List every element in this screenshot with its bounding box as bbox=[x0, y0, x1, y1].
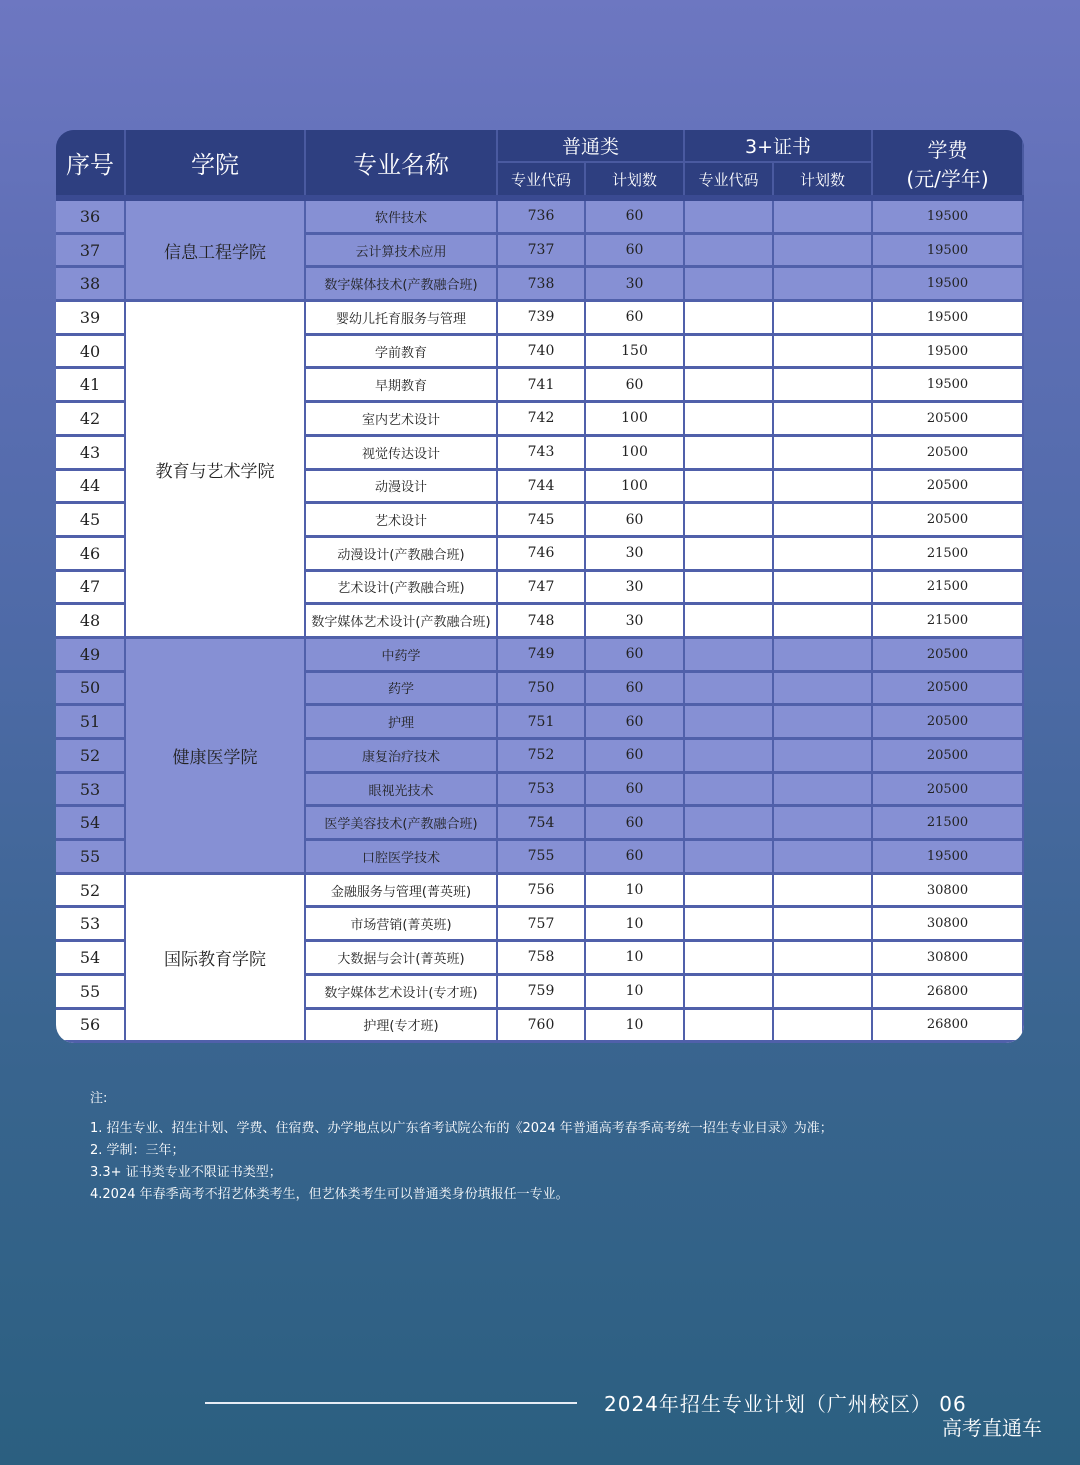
table-row bbox=[56, 639, 1024, 673]
tuition-fee: 21500 bbox=[873, 605, 1024, 639]
cert-plan bbox=[774, 807, 873, 841]
header-cert: 3+证书 bbox=[685, 130, 873, 163]
plan-count: 60 bbox=[586, 841, 685, 875]
cert-plan bbox=[774, 976, 873, 1010]
cert-code bbox=[685, 942, 774, 976]
tuition-fee: 21500 bbox=[873, 572, 1024, 606]
major-name: 中药学 bbox=[306, 639, 498, 673]
note-item: 2. 学制：三年； bbox=[90, 1143, 185, 1158]
plan-count: 30 bbox=[586, 605, 685, 639]
major-name: 室内艺术设计 bbox=[306, 403, 498, 437]
tuition-fee: 19500 bbox=[873, 369, 1024, 403]
table-row bbox=[56, 875, 1024, 909]
major-name: 婴幼儿托育服务与管理 bbox=[306, 302, 498, 336]
note-item: 4.2024 年春季高考不招艺体类考生，但艺体类考生可以普通类身份填报任一专业。 bbox=[90, 1187, 569, 1202]
row-seq: 46 bbox=[56, 538, 126, 572]
cert-plan bbox=[774, 673, 873, 707]
plan-count: 60 bbox=[586, 504, 685, 538]
cert-code bbox=[685, 807, 774, 841]
major-name: 艺术设计(产教融合班) bbox=[306, 572, 498, 606]
tuition-fee: 19500 bbox=[873, 302, 1024, 336]
plan-count: 60 bbox=[586, 235, 685, 269]
plan-count: 60 bbox=[586, 302, 685, 336]
plan-count: 100 bbox=[586, 471, 685, 505]
table-row bbox=[56, 201, 1024, 235]
plan-count: 10 bbox=[586, 1010, 685, 1044]
header-cert-code: 专业代码 bbox=[685, 163, 774, 195]
tuition-fee: 21500 bbox=[873, 538, 1024, 572]
major-code: 746 bbox=[498, 538, 586, 572]
header-code: 专业代码 bbox=[498, 163, 586, 195]
row-seq: 54 bbox=[56, 807, 126, 841]
cert-plan bbox=[774, 639, 873, 673]
college-name: 教育与艺术学院 bbox=[126, 302, 306, 639]
tuition-fee: 20500 bbox=[873, 740, 1024, 774]
plan-count: 60 bbox=[586, 740, 685, 774]
cert-code bbox=[685, 875, 774, 909]
cert-code bbox=[685, 504, 774, 538]
cert-code bbox=[685, 605, 774, 639]
cert-plan bbox=[774, 572, 873, 606]
cert-code bbox=[685, 841, 774, 875]
major-code: 754 bbox=[498, 807, 586, 841]
tuition-fee: 30800 bbox=[873, 908, 1024, 942]
plan-count: 10 bbox=[586, 976, 685, 1010]
cert-code bbox=[685, 336, 774, 370]
row-seq: 45 bbox=[56, 504, 126, 538]
major-code: 737 bbox=[498, 235, 586, 269]
cert-plan bbox=[774, 504, 873, 538]
cert-plan bbox=[774, 268, 873, 302]
plan-count: 10 bbox=[586, 875, 685, 909]
major-code: 751 bbox=[498, 706, 586, 740]
cert-plan bbox=[774, 471, 873, 505]
cert-code bbox=[685, 706, 774, 740]
table-row bbox=[56, 302, 1024, 336]
cert-plan bbox=[774, 740, 873, 774]
tuition-fee: 19500 bbox=[873, 268, 1024, 302]
cert-code bbox=[685, 538, 774, 572]
cert-code bbox=[685, 1010, 774, 1044]
row-seq: 36 bbox=[56, 201, 126, 235]
row-seq: 37 bbox=[56, 235, 126, 269]
cert-plan bbox=[774, 774, 873, 808]
major-code: 753 bbox=[498, 774, 586, 808]
cert-plan bbox=[774, 403, 873, 437]
major-name: 大数据与会计(菁英班) bbox=[306, 942, 498, 976]
major-name: 眼视光技术 bbox=[306, 774, 498, 808]
major-code: 755 bbox=[498, 841, 586, 875]
major-code: 742 bbox=[498, 403, 586, 437]
major-name: 康复治疗技术 bbox=[306, 740, 498, 774]
major-code: 740 bbox=[498, 336, 586, 370]
major-code: 760 bbox=[498, 1010, 586, 1044]
tuition-fee: 20500 bbox=[873, 504, 1024, 538]
major-name: 药学 bbox=[306, 673, 498, 707]
plan-count: 100 bbox=[586, 437, 685, 471]
major-name: 口腔医学技术 bbox=[306, 841, 498, 875]
notes-title: 注: bbox=[90, 1091, 108, 1106]
row-seq: 50 bbox=[56, 673, 126, 707]
plan-count: 30 bbox=[586, 268, 685, 302]
row-seq: 42 bbox=[56, 403, 126, 437]
major-code: 752 bbox=[498, 740, 586, 774]
cert-plan bbox=[774, 706, 873, 740]
major-code: 745 bbox=[498, 504, 586, 538]
cert-plan bbox=[774, 841, 873, 875]
major-name: 金融服务与管理(菁英班) bbox=[306, 875, 498, 909]
cert-plan bbox=[774, 605, 873, 639]
tuition-fee: 20500 bbox=[873, 706, 1024, 740]
major-code: 759 bbox=[498, 976, 586, 1010]
plan-count: 60 bbox=[586, 201, 685, 235]
major-code: 758 bbox=[498, 942, 586, 976]
college-name: 健康医学院 bbox=[126, 639, 306, 875]
plan-count: 10 bbox=[586, 942, 685, 976]
note-item: 1. 招生专业、招生计划、学费、住宿费、办学地点以广东省考试院公布的《2024 年普通高考春季高考统一招生专业目录》为准； bbox=[90, 1121, 833, 1136]
major-code: 739 bbox=[498, 302, 586, 336]
major-name: 市场营销(菁英班) bbox=[306, 908, 498, 942]
tuition-fee: 19500 bbox=[873, 201, 1024, 235]
row-seq: 51 bbox=[56, 706, 126, 740]
major-code: 749 bbox=[498, 639, 586, 673]
cert-plan bbox=[774, 538, 873, 572]
row-seq: 56 bbox=[56, 1010, 126, 1044]
cert-code bbox=[685, 774, 774, 808]
tuition-fee: 20500 bbox=[873, 639, 1024, 673]
cert-plan bbox=[774, 369, 873, 403]
plan-count: 150 bbox=[586, 336, 685, 370]
cert-code bbox=[685, 403, 774, 437]
watermark: 高考直通车 bbox=[942, 1416, 1042, 1440]
major-code: 736 bbox=[498, 201, 586, 235]
major-name: 动漫设计(产教融合班) bbox=[306, 538, 498, 572]
major-name: 护理(专才班) bbox=[306, 1010, 498, 1044]
plan-count: 60 bbox=[586, 673, 685, 707]
major-name: 学前教育 bbox=[306, 336, 498, 370]
tuition-fee: 20500 bbox=[873, 673, 1024, 707]
plan-count: 30 bbox=[586, 572, 685, 606]
cert-code bbox=[685, 908, 774, 942]
major-code: 743 bbox=[498, 437, 586, 471]
header-general: 普通类 bbox=[498, 130, 685, 163]
cert-code bbox=[685, 471, 774, 505]
college-name: 国际教育学院 bbox=[126, 875, 306, 1043]
cert-plan bbox=[774, 875, 873, 909]
footer-title: 2024年招生专业计划（广州校区） 06 bbox=[604, 1392, 967, 1416]
major-name: 数字媒体艺术设计(专才班) bbox=[306, 976, 498, 1010]
row-seq: 49 bbox=[56, 639, 126, 673]
cert-plan bbox=[774, 302, 873, 336]
cert-code bbox=[685, 639, 774, 673]
plan-count: 60 bbox=[586, 369, 685, 403]
header-major: 专业名称 bbox=[306, 130, 498, 195]
row-seq: 47 bbox=[56, 572, 126, 606]
cert-code bbox=[685, 437, 774, 471]
header-fee: 学费 (元/学年) bbox=[873, 130, 1024, 195]
major-name: 视觉传达设计 bbox=[306, 437, 498, 471]
tuition-fee: 20500 bbox=[873, 774, 1024, 808]
row-seq: 53 bbox=[56, 908, 126, 942]
major-name: 早期教育 bbox=[306, 369, 498, 403]
plan-count: 30 bbox=[586, 538, 685, 572]
header-plan: 计划数 bbox=[586, 163, 685, 195]
notes bbox=[90, 1088, 833, 1206]
row-seq: 52 bbox=[56, 875, 126, 909]
row-seq: 39 bbox=[56, 302, 126, 336]
major-name: 护理 bbox=[306, 706, 498, 740]
tuition-fee: 20500 bbox=[873, 471, 1024, 505]
row-seq: 55 bbox=[56, 976, 126, 1010]
tuition-fee: 19500 bbox=[873, 235, 1024, 269]
major-code: 750 bbox=[498, 673, 586, 707]
major-code: 741 bbox=[498, 369, 586, 403]
row-seq: 43 bbox=[56, 437, 126, 471]
major-name: 软件技术 bbox=[306, 201, 498, 235]
cert-plan bbox=[774, 336, 873, 370]
cert-code bbox=[685, 976, 774, 1010]
note-item: 3.3+ 证书类专业不限证书类型； bbox=[90, 1165, 282, 1180]
plan-count: 60 bbox=[586, 706, 685, 740]
cert-plan bbox=[774, 235, 873, 269]
tuition-fee: 26800 bbox=[873, 1010, 1024, 1044]
cert-plan bbox=[774, 201, 873, 235]
footer-divider bbox=[205, 1402, 577, 1404]
cert-code bbox=[685, 572, 774, 606]
row-seq: 55 bbox=[56, 841, 126, 875]
plan-count: 10 bbox=[586, 908, 685, 942]
tuition-fee: 30800 bbox=[873, 875, 1024, 909]
header-seq: 序号 bbox=[56, 130, 126, 195]
tuition-fee: 30800 bbox=[873, 942, 1024, 976]
tuition-fee: 26800 bbox=[873, 976, 1024, 1010]
major-name: 数字媒体艺术设计(产教融合班) bbox=[306, 605, 498, 639]
row-seq: 38 bbox=[56, 268, 126, 302]
row-seq: 52 bbox=[56, 740, 126, 774]
row-seq: 48 bbox=[56, 605, 126, 639]
major-code: 744 bbox=[498, 471, 586, 505]
plan-count: 60 bbox=[586, 807, 685, 841]
cert-plan bbox=[774, 908, 873, 942]
header-college: 学院 bbox=[126, 130, 306, 195]
major-name: 云计算技术应用 bbox=[306, 235, 498, 269]
cert-code bbox=[685, 673, 774, 707]
enrollment-table bbox=[56, 130, 1024, 1043]
cert-code bbox=[685, 268, 774, 302]
major-code: 747 bbox=[498, 572, 586, 606]
major-name: 数字媒体技术(产教融合班) bbox=[306, 268, 498, 302]
cert-code bbox=[685, 369, 774, 403]
row-seq: 54 bbox=[56, 942, 126, 976]
cert-plan bbox=[774, 437, 873, 471]
row-seq: 41 bbox=[56, 369, 126, 403]
cert-code bbox=[685, 235, 774, 269]
cert-plan bbox=[774, 942, 873, 976]
major-name: 医学美容技术(产教融合班) bbox=[306, 807, 498, 841]
major-code: 757 bbox=[498, 908, 586, 942]
row-seq: 40 bbox=[56, 336, 126, 370]
tuition-fee: 19500 bbox=[873, 841, 1024, 875]
plan-count: 60 bbox=[586, 639, 685, 673]
row-seq: 44 bbox=[56, 471, 126, 505]
cert-code bbox=[685, 302, 774, 336]
major-code: 738 bbox=[498, 268, 586, 302]
major-code: 748 bbox=[498, 605, 586, 639]
tuition-fee: 20500 bbox=[873, 437, 1024, 471]
header-cert-plan: 计划数 bbox=[774, 163, 873, 195]
cert-code bbox=[685, 201, 774, 235]
tuition-fee: 21500 bbox=[873, 807, 1024, 841]
major-name: 艺术设计 bbox=[306, 504, 498, 538]
major-name: 动漫设计 bbox=[306, 471, 498, 505]
tuition-fee: 19500 bbox=[873, 336, 1024, 370]
college-name: 信息工程学院 bbox=[126, 201, 306, 302]
plan-count: 100 bbox=[586, 403, 685, 437]
cert-plan bbox=[774, 1010, 873, 1044]
plan-count: 60 bbox=[586, 774, 685, 808]
cert-code bbox=[685, 740, 774, 774]
major-code: 756 bbox=[498, 875, 586, 909]
row-seq: 53 bbox=[56, 774, 126, 808]
tuition-fee: 20500 bbox=[873, 403, 1024, 437]
